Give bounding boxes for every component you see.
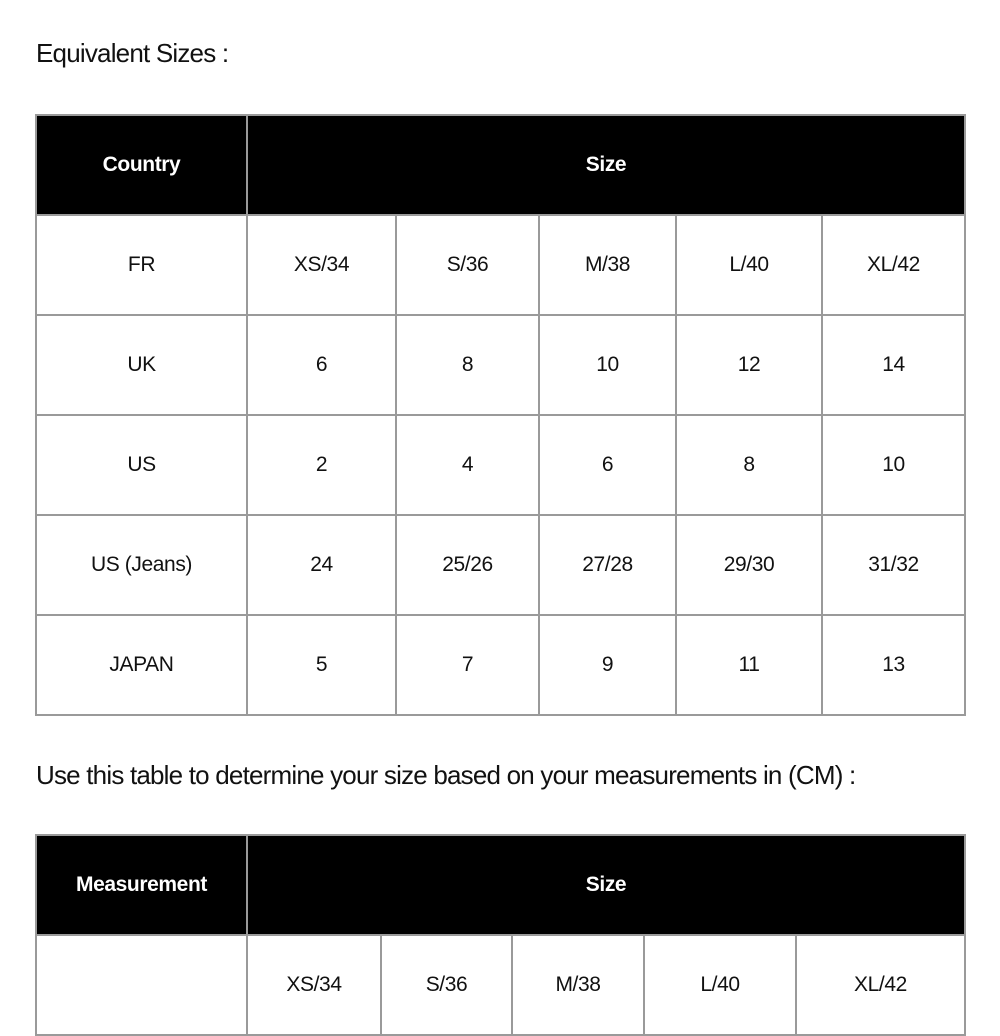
table-row (36, 315, 965, 415)
size-cell: 29/30 (676, 515, 822, 615)
country-cell: JAPAN (36, 615, 247, 715)
table-header-row (36, 835, 965, 935)
equivalent-sizes-table (35, 114, 966, 716)
country-cell: UK (36, 315, 247, 415)
measurement-label-cell (36, 935, 247, 1035)
size-cell: 11 (676, 615, 822, 715)
table-row (36, 515, 965, 615)
measurement-sizes-table (35, 834, 966, 1036)
size-label-cell: M/38 (512, 935, 644, 1035)
size-cell: 7 (396, 615, 539, 715)
size-column-header: Size (247, 835, 965, 935)
country-cell: US (36, 415, 247, 515)
size-cell: 8 (396, 315, 539, 415)
country-cell: US (Jeans) (36, 515, 247, 615)
equivalent-sizes-heading: Equivalent Sizes : (36, 38, 229, 68)
size-cell: M/38 (539, 215, 676, 315)
size-cell: 6 (247, 315, 396, 415)
size-cell: XS/34 (247, 215, 396, 315)
table-row (36, 615, 965, 715)
size-cell: L/40 (676, 215, 822, 315)
size-label-cell: XS/34 (247, 935, 381, 1035)
measurement-column-header: Measurement (36, 835, 247, 935)
table-row (36, 415, 965, 515)
size-cell: 2 (247, 415, 396, 515)
size-cell: 13 (822, 615, 965, 715)
size-cell: 4 (396, 415, 539, 515)
size-cell: 12 (676, 315, 822, 415)
size-cell: S/36 (396, 215, 539, 315)
size-cell: 6 (539, 415, 676, 515)
size-cell: 24 (247, 515, 396, 615)
size-cell: 10 (539, 315, 676, 415)
size-cell: 14 (822, 315, 965, 415)
size-cell: XL/42 (822, 215, 965, 315)
table-header-row (36, 115, 965, 215)
country-column-header: Country (36, 115, 247, 215)
size-label-cell: L/40 (644, 935, 796, 1035)
size-label-cell: S/36 (381, 935, 512, 1035)
size-cell: 8 (676, 415, 822, 515)
size-label-row (36, 935, 965, 1035)
size-cell: 9 (539, 615, 676, 715)
size-cell: 27/28 (539, 515, 676, 615)
table-row (36, 215, 965, 315)
size-cell: 31/32 (822, 515, 965, 615)
size-cell: 5 (247, 615, 396, 715)
size-cell: 25/26 (396, 515, 539, 615)
size-cell: 10 (822, 415, 965, 515)
country-cell: FR (36, 215, 247, 315)
size-label-cell: XL/42 (796, 935, 965, 1035)
measurements-heading: Use this table to determine your size based on your measurements in (CM) : (36, 760, 856, 790)
size-column-header: Size (247, 115, 965, 215)
